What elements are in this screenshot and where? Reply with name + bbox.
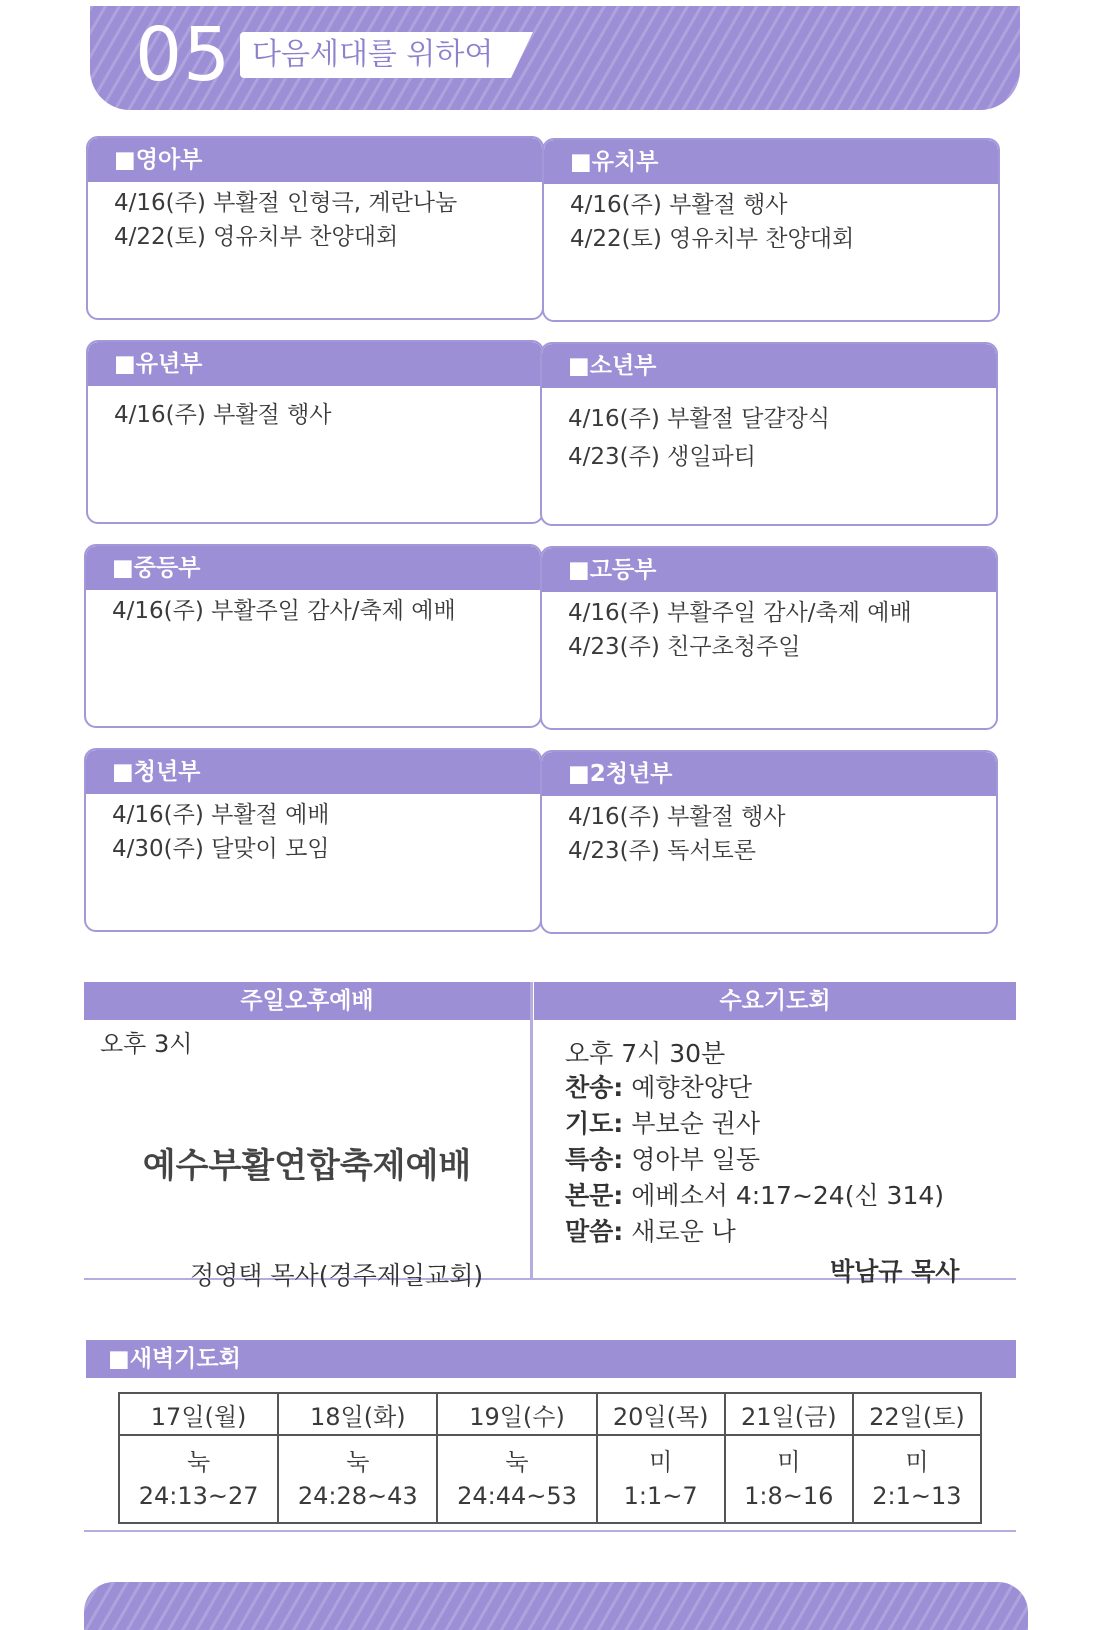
program-label: 특송: xyxy=(565,1145,624,1174)
table-cell-day: 20일(목) xyxy=(597,1393,725,1435)
verse-book: 눅 xyxy=(187,1448,211,1476)
program-item xyxy=(565,1214,944,1250)
table-cell-verse xyxy=(119,1435,278,1523)
dept-box-infant xyxy=(86,136,544,320)
verse-book: 눅 xyxy=(505,1448,529,1476)
dept-line: 4/16(주) 부활절 행사 xyxy=(570,192,788,218)
sunday-service-preacher: 정영택 목사(경주제일교회) xyxy=(190,1261,484,1290)
table-cell-day: 18일(화) xyxy=(278,1393,437,1435)
table-cell-day: 21일(금) xyxy=(725,1393,853,1435)
dept-title: ■중등부 xyxy=(86,546,540,590)
dept-title: ■청년부 xyxy=(86,750,540,794)
dept-box-middle-school xyxy=(84,544,542,728)
program-value: 에베소서 4:17~24(신 314) xyxy=(631,1181,945,1210)
wednesday-service-time: 오후 7시 30분 xyxy=(565,1039,726,1068)
dept-line: 4/16(주) 부활절 예배 xyxy=(112,802,330,828)
verse-range: 24:28~43 xyxy=(297,1482,418,1510)
dept-box-kindergarten xyxy=(542,138,1000,322)
dept-line: 4/16(주) 부활주일 감사/축제 예배 xyxy=(112,598,456,624)
service-divider xyxy=(530,982,533,1280)
dawn-prayer-table xyxy=(118,1392,982,1524)
verse-range: 2:1~13 xyxy=(872,1482,962,1510)
program-item xyxy=(565,1178,944,1214)
dept-title: ■소년부 xyxy=(542,344,996,388)
table-cell-verse xyxy=(597,1435,725,1523)
program-label: 찬송: xyxy=(565,1073,624,1102)
dept-title: ■고등부 xyxy=(542,548,996,592)
dept-line: 4/22(토) 영유치부 찬양대회 xyxy=(570,226,855,252)
dept-box-children xyxy=(86,340,544,524)
table-cell-day: 19일(수) xyxy=(437,1393,596,1435)
section-title: 다음세대를 위하여 xyxy=(240,32,511,78)
dept-line: 4/23(주) 친구초청주일 xyxy=(568,634,801,660)
verse-book: 미 xyxy=(905,1448,929,1476)
table-cell-verse xyxy=(853,1435,981,1523)
program-label: 말씀: xyxy=(565,1217,624,1246)
verse-book: 눅 xyxy=(346,1448,370,1476)
program-item xyxy=(565,1142,944,1178)
dept-line: 4/23(주) 생일파티 xyxy=(568,444,756,470)
dept-line: 4/16(주) 부활절 달걀장식 xyxy=(568,406,830,432)
dept-line: 4/16(주) 부활주일 감사/축제 예배 xyxy=(568,600,912,626)
wednesday-service-program xyxy=(565,1070,944,1250)
table-cell-verse xyxy=(278,1435,437,1523)
verse-range: 24:13~27 xyxy=(138,1482,259,1510)
section-number: 05 xyxy=(135,12,232,98)
program-value: 부보순 권사 xyxy=(631,1109,760,1138)
dept-title: ■2청년부 xyxy=(542,752,996,796)
wednesday-service-header: 수요기도회 xyxy=(534,982,1016,1020)
dawn-prayer-header: ■새벽기도회 xyxy=(86,1340,1016,1378)
table-row xyxy=(119,1393,981,1435)
dept-line: 4/16(주) 부활절 행사 xyxy=(114,402,332,428)
sunday-service-time: 오후 3시 xyxy=(100,1030,193,1058)
dept-line: 4/22(토) 영유치부 찬양대회 xyxy=(114,224,399,250)
dept-line: 4/23(주) 독서토론 xyxy=(568,838,756,864)
dept-line: 4/16(주) 부활절 행사 xyxy=(568,804,786,830)
wednesday-service-preacher: 박남규 목사 xyxy=(830,1257,960,1286)
table-cell-day: 17일(월) xyxy=(119,1393,278,1435)
program-item xyxy=(565,1106,944,1142)
dept-box-young-adult xyxy=(84,748,542,932)
program-value: 영아부 일동 xyxy=(631,1145,760,1174)
verse-book: 미 xyxy=(649,1448,673,1476)
sunday-service-header: 주일오후예배 xyxy=(84,982,530,1020)
dept-title: ■유년부 xyxy=(88,342,542,386)
verse-range: 1:8~16 xyxy=(744,1482,834,1510)
dawn-bottom-rule xyxy=(84,1530,1016,1532)
table-row xyxy=(119,1435,981,1523)
sunday-service-title: 예수부활연합축제예배 xyxy=(142,1146,472,1186)
table-cell-verse xyxy=(725,1435,853,1523)
dept-title: ■유치부 xyxy=(544,140,998,184)
verse-book: 미 xyxy=(777,1448,801,1476)
table-cell-verse xyxy=(437,1435,596,1523)
table-cell-day: 22일(토) xyxy=(853,1393,981,1435)
program-label: 본문: xyxy=(565,1181,624,1210)
program-label: 기도: xyxy=(565,1109,624,1138)
dept-box-young-adult-2 xyxy=(540,750,998,934)
dept-box-youth xyxy=(540,342,998,526)
footer-band xyxy=(84,1582,1028,1630)
verse-range: 1:1~7 xyxy=(623,1482,698,1510)
dept-line: 4/30(주) 달맞이 모임 xyxy=(112,836,330,862)
dept-title: ■영아부 xyxy=(88,138,542,182)
program-item xyxy=(565,1070,944,1106)
dept-box-high-school xyxy=(540,546,998,730)
program-value: 새로운 나 xyxy=(631,1217,736,1246)
program-value: 예향찬양단 xyxy=(631,1073,753,1102)
verse-range: 24:44~53 xyxy=(457,1482,577,1510)
dept-line: 4/16(주) 부활절 인형극, 계란나눔 xyxy=(114,190,458,216)
